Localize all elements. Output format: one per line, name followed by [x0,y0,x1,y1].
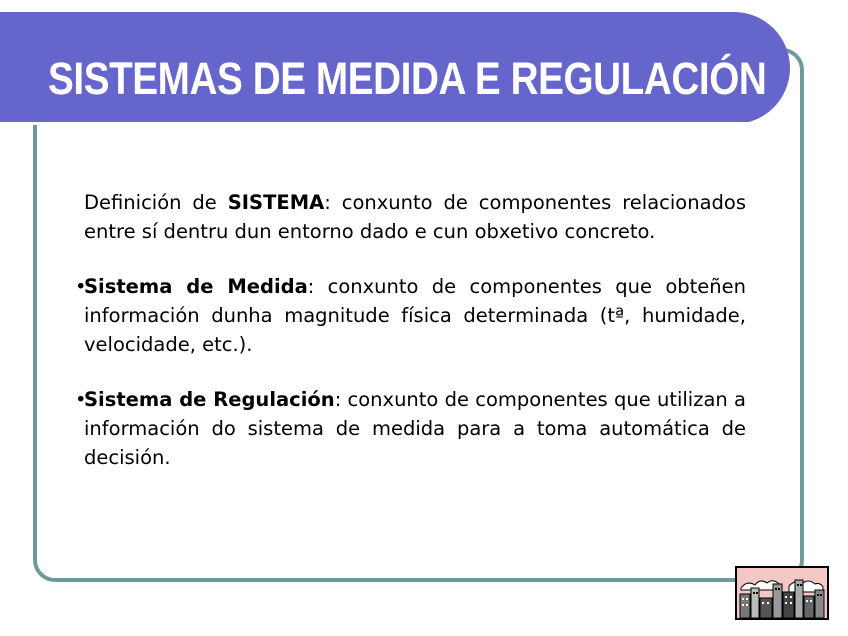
title-band [0,12,790,124]
slide-content [75,188,746,498]
slide-title: SISTEMAS DE MEDIDA E REGULACIÓN [48,53,767,104]
bullet-text: : conxunto de componentes que obteñen información dunha magnitude física determinada (tª, humidade, velocidade, etc.). [84,275,746,356]
bullet-item-medida [75,272,746,359]
title-underline [0,122,748,125]
bullet-term: Sistema de Regulación [84,388,335,411]
bullet-symbol: • [75,275,87,298]
definition-paragraph [84,188,746,246]
definition-term: SISTEMA [227,191,325,214]
definition-text: : conxunto de componentes relacionados entre sí dentru dun entorno dado e cun obxetivo concreto. [84,191,746,243]
bullet-term: Sistema de Medida [84,275,308,298]
bullet-text: : conxunto de componentes que utilizan a información do sistema de medida para a toma automática de decisión. [84,388,746,469]
definition-prefix: Definición de [84,191,228,214]
bullet-symbol: • [75,388,87,411]
city-skyline-icon [735,566,829,620]
bullet-item-regulacion [75,385,746,472]
